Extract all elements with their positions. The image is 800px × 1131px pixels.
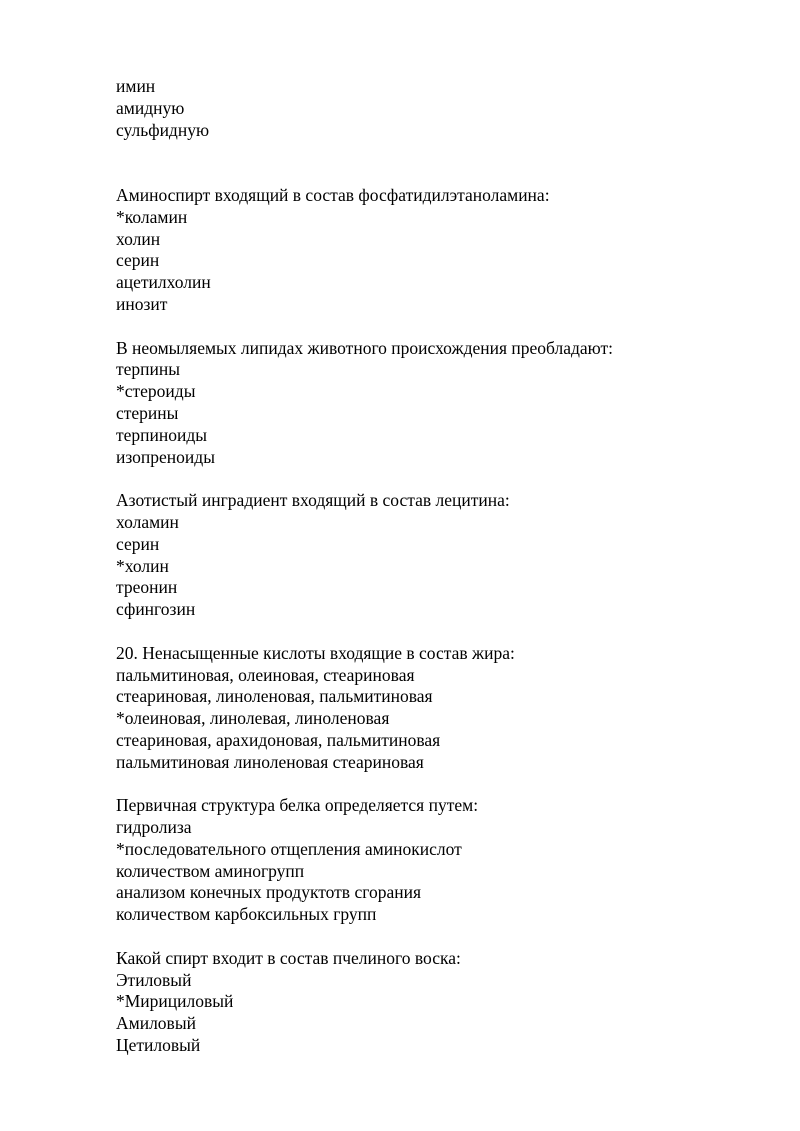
- option-line: *холин: [116, 555, 169, 576]
- option-line: серин: [116, 250, 160, 271]
- spacer: [116, 621, 756, 643]
- option-line: сульфидную: [116, 119, 210, 140]
- option-line: *последовательного отщепления аминокислот: [116, 838, 462, 859]
- option-line: сфингозин: [116, 599, 196, 620]
- question-text: 20. Ненасыщенные кислоты входящие в состав жира:: [116, 642, 515, 663]
- option-line: стерины: [116, 402, 179, 423]
- question-block: [116, 490, 756, 621]
- option-line: терпины: [116, 359, 181, 380]
- option-line: *Мирициловый: [116, 991, 234, 1012]
- question-text: Аминоспирт входящий в состав фосфатидилэтаноламина:: [116, 184, 550, 205]
- option-line: *олеиновая, линолевая, линоленовая: [116, 708, 390, 729]
- option-line: Цетиловый: [116, 1035, 201, 1056]
- option-line: пальмитиновая, олеиновая, стеариновая: [116, 664, 415, 685]
- question-text: Азотистый инградиент входящий в состав лецитина:: [116, 490, 510, 511]
- option-line: *стероиды: [116, 381, 196, 402]
- option-line: имин: [116, 76, 156, 96]
- option-line: амидную: [116, 97, 185, 118]
- option-line: инозит: [116, 293, 168, 314]
- option-line: ацетилхолин: [116, 272, 211, 293]
- question-text: Первичная структура белка определяется путем:: [116, 795, 479, 816]
- option-line: Амиловый: [116, 1013, 196, 1034]
- option-line: терпиноиды: [116, 424, 208, 445]
- question-text: В неомыляемых липидах животного происхождения преобладают:: [116, 337, 614, 358]
- option-line: *коламин: [116, 206, 188, 227]
- spacer: [116, 468, 756, 490]
- option-line: изопреноиды: [116, 446, 215, 467]
- leading-options: [116, 76, 756, 141]
- option-line: стеариновая, арахидоновая, пальмитиновая: [116, 729, 441, 750]
- spacer: [116, 774, 756, 796]
- option-line: анализом конечных продуктотв сгорания: [116, 882, 422, 903]
- option-line: количеством карбоксильных групп: [116, 904, 377, 925]
- question-block: [116, 185, 756, 316]
- spacer: [116, 926, 756, 948]
- spacer: [116, 316, 756, 338]
- option-line: треонин: [116, 577, 178, 598]
- question-block: [116, 338, 756, 469]
- spacer: [116, 141, 756, 185]
- question-block: [116, 643, 756, 774]
- document-page: [116, 76, 756, 1057]
- question-block: [116, 795, 756, 926]
- question-text: Какой спирт входит в состав пчелиного воска:: [116, 947, 461, 968]
- option-line: пальмитиновая линоленовая стеариновая: [116, 751, 424, 772]
- option-line: холамин: [116, 511, 179, 532]
- option-line: Этиловый: [116, 969, 192, 990]
- option-line: холин: [116, 228, 161, 249]
- option-line: количеством аминогрупп: [116, 860, 305, 881]
- option-line: гидролиза: [116, 817, 192, 838]
- question-block: [116, 948, 756, 1057]
- option-line: стеариновая, линоленовая, пальмитиновая: [116, 686, 433, 707]
- option-line: серин: [116, 533, 160, 554]
